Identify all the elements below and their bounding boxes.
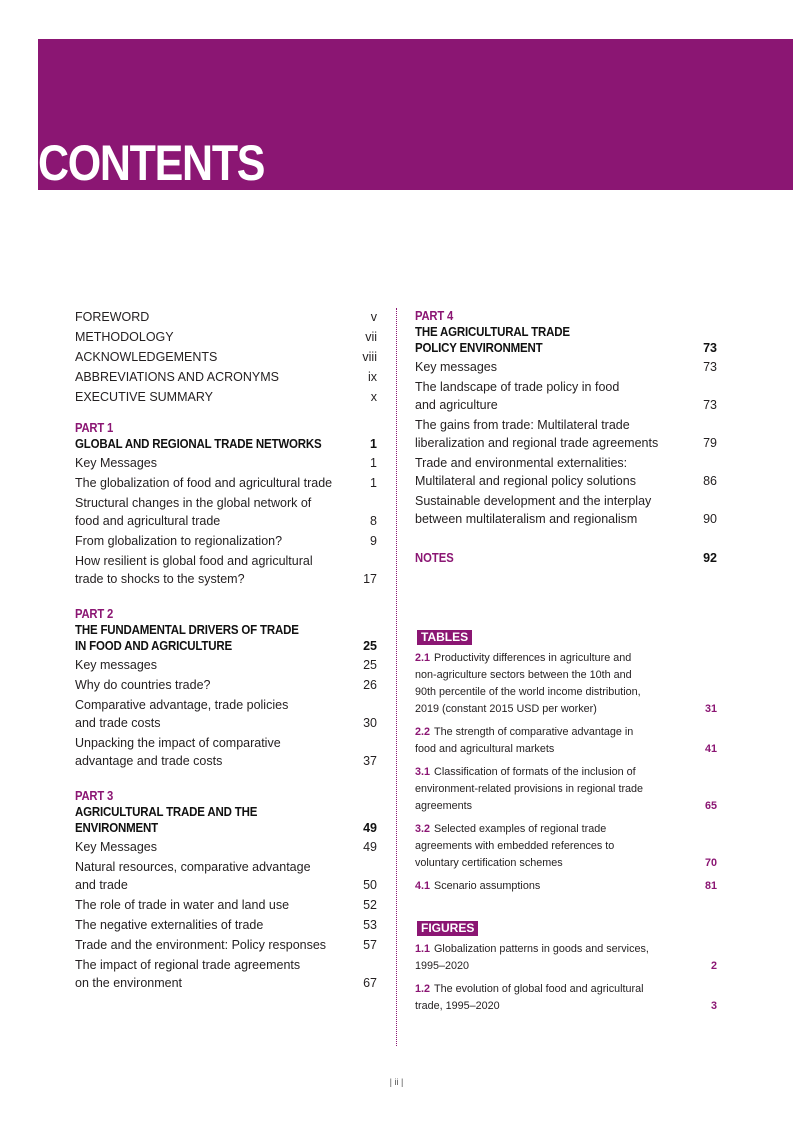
entry-page: 86 bbox=[703, 474, 717, 488]
part-title-text: GLOBAL AND REGIONAL TRADE NETWORKS bbox=[75, 437, 322, 451]
entry-title: Sustainable development and the interplay between multilateralism and regionalism bbox=[415, 494, 652, 526]
entry-page: 52 bbox=[363, 898, 377, 912]
figures-section bbox=[415, 919, 717, 1015]
entry-title: Key Messages bbox=[75, 456, 157, 470]
part-title-text: THE FUNDAMENTAL DRIVERS OF TRADE IN FOOD AND AGRICULTURE bbox=[75, 623, 299, 653]
entry-title: The gains from trade: Multilateral trade liberalization and regional trade agreements bbox=[415, 418, 659, 450]
entry-page: x bbox=[370, 390, 377, 404]
toc-entry[interactable] bbox=[75, 474, 377, 492]
entry-page: 50 bbox=[363, 878, 377, 892]
part-page: 49 bbox=[363, 821, 377, 835]
entry-page: 26 bbox=[363, 678, 377, 692]
entry-page: 9 bbox=[370, 534, 377, 548]
entry-page: 25 bbox=[363, 658, 377, 672]
item-page: 70 bbox=[704, 857, 717, 869]
entry-title: FOREWORD bbox=[75, 310, 150, 324]
entry-page: 1 bbox=[370, 456, 377, 470]
toc-entry[interactable] bbox=[415, 358, 717, 376]
entry-page: 1 bbox=[370, 476, 377, 490]
toc-entry[interactable] bbox=[415, 454, 717, 490]
entry-page: vii bbox=[365, 330, 377, 344]
toc-entry-notes[interactable] bbox=[415, 550, 717, 566]
toc-entry[interactable] bbox=[75, 896, 377, 914]
table-item[interactable] bbox=[415, 878, 717, 895]
part-label: PART 2 bbox=[75, 607, 114, 621]
part-1-section bbox=[75, 420, 377, 588]
entry-title: Why do countries trade? bbox=[75, 678, 211, 692]
entry-title: Unpacking the impact of comparative advantage and trade costs bbox=[75, 736, 281, 768]
part-title-text: AGRICULTURAL TRADE AND THE ENVIRONMENT bbox=[75, 805, 258, 835]
toc-entry[interactable] bbox=[75, 858, 377, 894]
table-item[interactable] bbox=[415, 724, 717, 758]
toc-entry[interactable] bbox=[415, 416, 717, 452]
toc-entry-abbreviations[interactable] bbox=[75, 368, 377, 386]
entry-title: ABBREVIATIONS AND ACRONYMS bbox=[75, 370, 279, 384]
toc-entry[interactable] bbox=[75, 454, 377, 472]
entry-page: 37 bbox=[363, 754, 377, 768]
toc-entry-executive-summary[interactable] bbox=[75, 388, 377, 406]
item-title: 4.1 Scenario assumptions bbox=[415, 880, 541, 892]
entry-title: METHODOLOGY bbox=[75, 330, 174, 344]
entry-page: 17 bbox=[363, 572, 377, 586]
entry-title: Comparative advantage, trade policies and trade costs bbox=[75, 698, 289, 730]
entry-title: Key messages bbox=[75, 658, 157, 672]
entry-page: 79 bbox=[703, 436, 717, 450]
entry-title: Key messages bbox=[415, 360, 497, 374]
item-title: 2.1 Productivity differences in agriculture and non-agriculture sectors between the 10th and 90th percentile of the world income distribution, 2019 (constant 2015 USD per worker) bbox=[415, 652, 641, 715]
entry-title: The globalization of food and agricultural trade bbox=[75, 476, 333, 490]
toc-entry[interactable] bbox=[75, 838, 377, 856]
entry-page: 57 bbox=[363, 938, 377, 952]
toc-entry[interactable] bbox=[415, 378, 717, 414]
item-title: 3.2 Selected examples of regional trade agreements with embedded references to voluntary certification schemes bbox=[415, 823, 615, 869]
toc-entry[interactable] bbox=[75, 936, 377, 954]
entry-title: From globalization to regionalization? bbox=[75, 534, 283, 548]
entry-title: EXECUTIVE SUMMARY bbox=[75, 390, 213, 404]
part-page: 73 bbox=[703, 341, 717, 355]
item-title: 1.1 Globalization patterns in goods and services, 1995–2020 bbox=[415, 943, 649, 972]
item-page: 31 bbox=[704, 703, 717, 715]
entry-page: 53 bbox=[363, 918, 377, 932]
item-title: 3.1 Classification of formats of the inclusion of environment-related provisions in regional trade agreements bbox=[415, 766, 644, 812]
item-title: 2.2 The strength of comparative advantage in food and agricultural markets bbox=[415, 726, 634, 755]
part-page: 25 bbox=[363, 639, 377, 653]
part-title-text: THE AGRICULTURAL TRADE POLICY ENVIRONMENT bbox=[415, 325, 570, 355]
entry-title: The impact of regional trade agreements on the environment bbox=[75, 958, 301, 990]
entry-page: 67 bbox=[363, 976, 377, 990]
entry-page: ix bbox=[367, 370, 377, 384]
table-item[interactable] bbox=[415, 764, 717, 815]
part-4-section bbox=[415, 308, 717, 528]
entry-title: Trade and environmental externalities: Multilateral and regional policy solutions bbox=[415, 456, 636, 488]
toc-entry-acknowledgements[interactable] bbox=[75, 348, 377, 366]
tables-section bbox=[415, 628, 717, 895]
part-label: PART 4 bbox=[415, 309, 454, 323]
notes-title: NOTES bbox=[415, 551, 454, 565]
entry-page: 73 bbox=[703, 360, 717, 374]
entry-title: The negative externalities of trade bbox=[75, 918, 264, 932]
entry-page: v bbox=[370, 310, 377, 324]
toc-entry-methodology[interactable] bbox=[75, 328, 377, 346]
entry-title: The role of trade in water and land use bbox=[75, 898, 290, 912]
item-page: 65 bbox=[704, 800, 717, 812]
toc-right-column bbox=[415, 308, 717, 1015]
entry-page: 30 bbox=[363, 716, 377, 730]
toc-entry[interactable] bbox=[75, 676, 377, 694]
entry-page: 49 bbox=[363, 840, 377, 854]
part-label: PART 1 bbox=[75, 421, 114, 435]
toc-entry[interactable] bbox=[75, 916, 377, 934]
entry-title: The landscape of trade policy in food and agriculture bbox=[415, 380, 620, 412]
page-title: CONTENTS bbox=[38, 136, 265, 190]
item-page: 41 bbox=[704, 743, 717, 755]
entry-page: 90 bbox=[703, 512, 717, 526]
toc-entry[interactable] bbox=[75, 532, 377, 550]
item-page: 2 bbox=[710, 960, 717, 972]
part-title[interactable] bbox=[75, 622, 377, 654]
entry-page: 8 bbox=[370, 514, 377, 528]
entry-page: viii bbox=[362, 350, 377, 364]
toc-entry[interactable] bbox=[415, 492, 717, 528]
entry-title: Trade and the environment: Policy responses bbox=[75, 938, 327, 952]
part-title[interactable] bbox=[75, 436, 377, 452]
entry-title: Natural resources, comparative advantage and trade bbox=[75, 860, 311, 892]
part-page: 1 bbox=[370, 437, 377, 451]
toc-entry[interactable] bbox=[75, 552, 377, 588]
toc-left-column bbox=[75, 308, 377, 994]
toc-entry[interactable] bbox=[75, 734, 377, 770]
table-item[interactable] bbox=[415, 821, 717, 872]
part-3-section bbox=[75, 788, 377, 992]
toc-entry[interactable] bbox=[75, 656, 377, 674]
entry-title: How resilient is global food and agricultural trade to shocks to the system? bbox=[75, 554, 313, 586]
toc-entry[interactable] bbox=[75, 956, 377, 992]
toc-entry[interactable] bbox=[75, 494, 377, 530]
entry-title: Key Messages bbox=[75, 840, 157, 854]
item-page: 81 bbox=[704, 880, 717, 892]
entry-title: Structural changes in the global network of food and agricultural trade bbox=[75, 496, 312, 528]
part-2-section bbox=[75, 606, 377, 770]
toc-entry[interactable] bbox=[75, 696, 377, 732]
part-label: PART 3 bbox=[75, 789, 114, 803]
part-title[interactable] bbox=[415, 324, 717, 356]
tables-heading: TABLES bbox=[417, 630, 472, 645]
front-matter-list bbox=[75, 308, 377, 406]
item-page: 3 bbox=[710, 1000, 717, 1012]
page-number: | ii | bbox=[389, 1077, 404, 1087]
figure-item[interactable] bbox=[415, 981, 717, 1015]
part-title[interactable] bbox=[75, 804, 377, 836]
entry-page: 73 bbox=[703, 398, 717, 412]
table-item[interactable] bbox=[415, 650, 717, 718]
entry-title: ACKNOWLEDGEMENTS bbox=[75, 350, 218, 364]
figure-item[interactable] bbox=[415, 941, 717, 975]
column-divider bbox=[396, 308, 397, 1046]
notes-page: 92 bbox=[703, 551, 717, 565]
item-title: 1.2 The evolution of global food and agricultural trade, 1995–2020 bbox=[415, 983, 644, 1012]
toc-entry-foreword[interactable] bbox=[75, 308, 377, 326]
figures-heading: FIGURES bbox=[417, 921, 478, 936]
